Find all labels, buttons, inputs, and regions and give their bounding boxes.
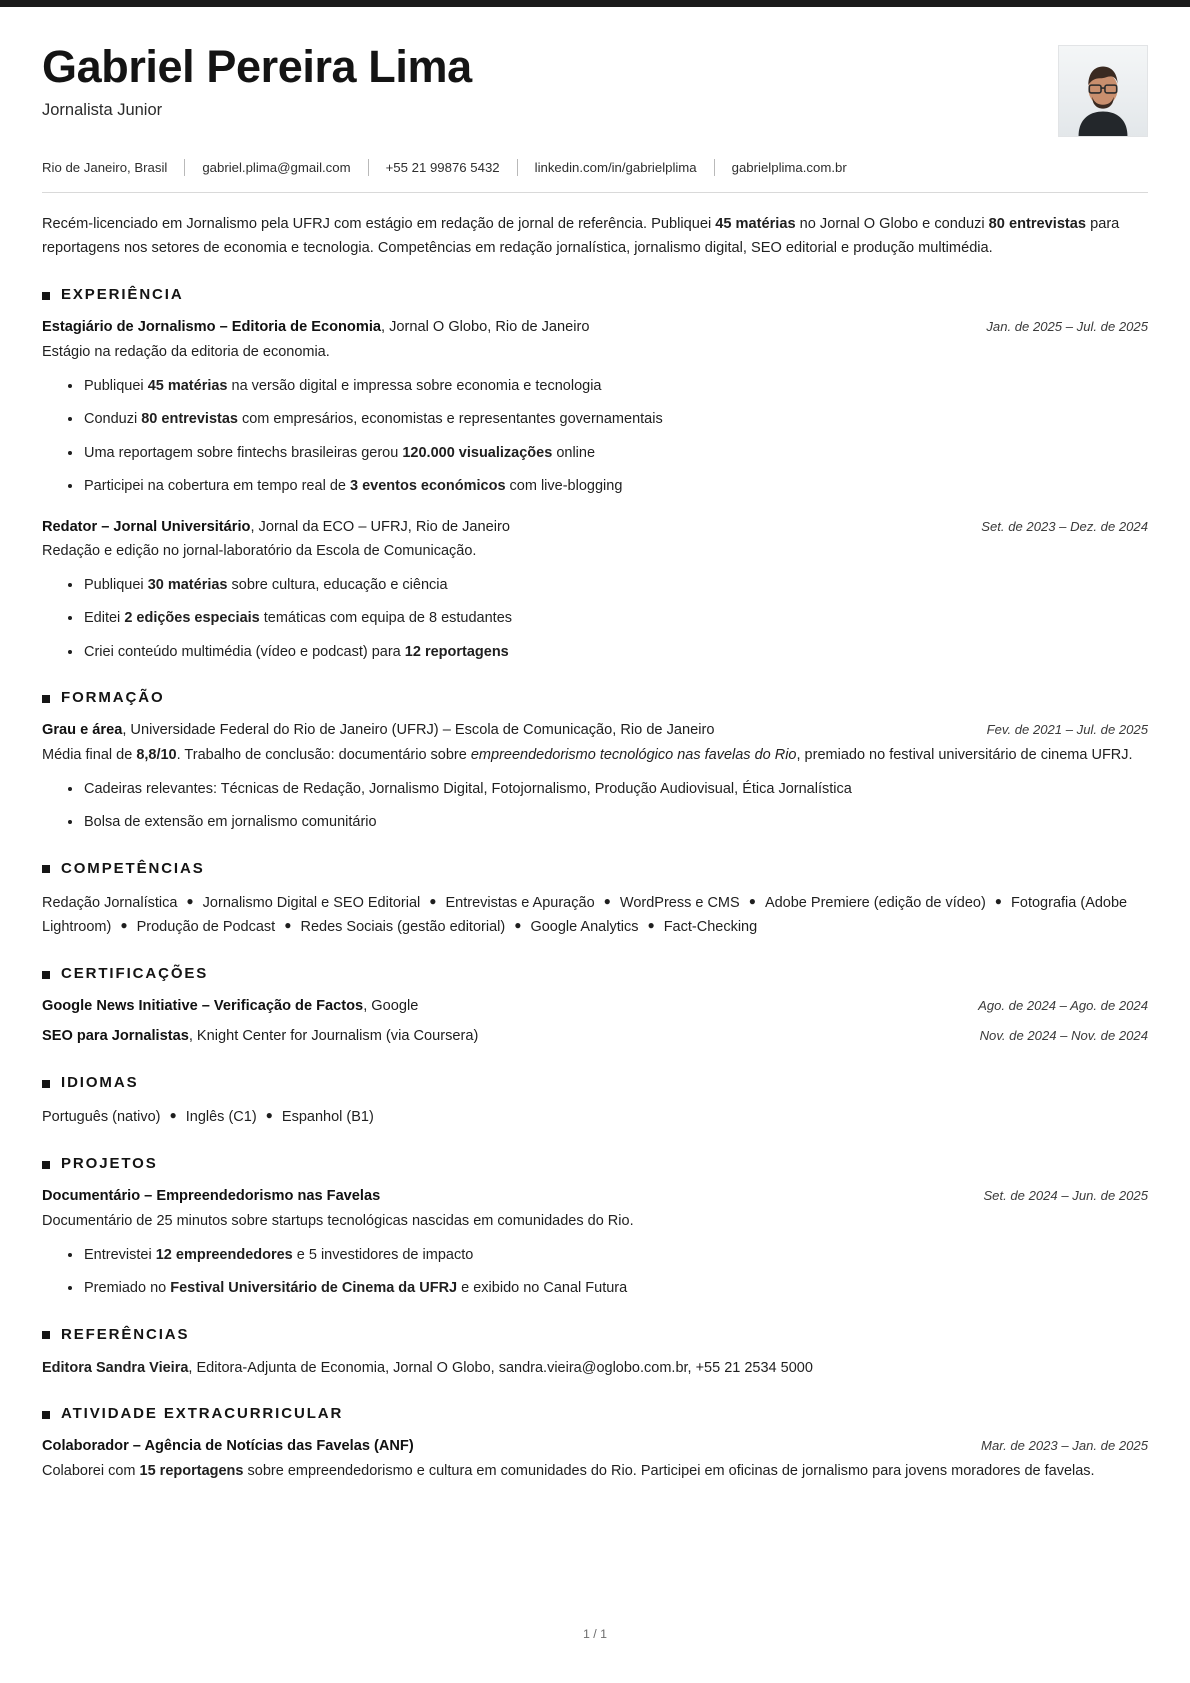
- reference-detail: , Editora-Adjunta de Economia, Jornal O Globo, sandra.vieira@oglobo.com.br, +55 21 2534 5000: [188, 1359, 813, 1376]
- square-bullet-icon: [42, 1080, 50, 1088]
- summary-paragraph: [42, 213, 1148, 260]
- section-extracurricular: [42, 1405, 1148, 1482]
- certification-date: Nov. de 2024 – Nov. de 2024: [979, 1028, 1148, 1044]
- separator-dot-icon: ●: [603, 893, 611, 908]
- summary-bold-1: 45 matérias: [715, 216, 796, 232]
- bullet-highlight: 12 reportagens: [404, 643, 509, 660]
- education-grade: 8,8/10: [136, 747, 177, 764]
- separator-dot-icon: ●: [186, 893, 194, 908]
- list-item: [68, 574, 1148, 596]
- experience-bullet-list: [42, 574, 1148, 663]
- project-date: Set. de 2024 – Jun. de 2025: [983, 1188, 1148, 1204]
- bullet-highlight: 3 eventos económicos: [349, 478, 506, 495]
- education-thesis-title: empreendedorismo tecnológico nas favelas do Rio: [470, 747, 797, 764]
- section-title-education: FORMAÇÃO: [61, 689, 165, 707]
- reference-entry: [42, 1357, 1148, 1379]
- extracurricular-role: Colaborador – Agência de Notícias das Favelas (ANF): [42, 1438, 414, 1455]
- project-description: Documentário de 25 minutos sobre startups tecnológicas nascidas em comunidades do Rio.: [42, 1213, 634, 1230]
- certification-title-line: [42, 996, 954, 1018]
- section-header-projects: [42, 1155, 1148, 1172]
- project-entry-row: [42, 1186, 1148, 1208]
- list-item: [68, 475, 1148, 497]
- language-item: Português (nativo): [42, 1109, 161, 1126]
- language-item: Espanhol (B1): [281, 1109, 374, 1126]
- square-bullet-icon: [42, 1331, 50, 1339]
- profile-photo: [1058, 45, 1148, 137]
- separator-dot-icon: ●: [265, 1108, 273, 1123]
- education-description: [42, 744, 1148, 766]
- header-text-block: [42, 41, 1058, 120]
- project-bullet-list: [42, 1244, 1148, 1300]
- separator-dot-icon: ●: [169, 1108, 177, 1123]
- list-item: [68, 641, 1148, 663]
- experience-role: Estagiário de Jornalismo – Editoria de Economia: [42, 319, 381, 336]
- certification-title-line: [42, 1026, 956, 1048]
- bullet-text: Uma reportagem sobre fintechs brasileiras gerou: [84, 444, 403, 461]
- contact-divider: [714, 159, 715, 176]
- skill-item: WordPress e CMS: [619, 894, 740, 911]
- bullet-highlight: Festival Universitário de Cinema da UFRJ: [170, 1280, 458, 1297]
- bullet-text: Publiquei: [84, 576, 148, 593]
- contact-row: [42, 159, 1148, 176]
- skill-item: Redes Sociais (gestão editorial): [300, 918, 506, 935]
- skill-item: Produção de Podcast: [136, 918, 276, 935]
- extracurricular-desc-part-2: sobre empreendedorismo e cultura em comunidades do Rio. Participei em oficinas de jornalismo para jovens moradores de favelas.: [243, 1463, 1095, 1480]
- bullet-text: Participei na cobertura em tempo real de: [84, 478, 350, 495]
- section-header-skills: [42, 860, 1148, 877]
- square-bullet-icon: [42, 971, 50, 979]
- separator-dot-icon: ●: [429, 893, 437, 908]
- experience-company: , Jornal da ECO – UFRJ, Rio de Janeiro: [250, 518, 510, 535]
- section-header-education: [42, 689, 1148, 706]
- separator-dot-icon: ●: [284, 917, 292, 932]
- certification-name: Google News Initiative – Verificação de Factos: [42, 998, 364, 1015]
- experience-date: Jan. de 2025 – Jul. de 2025: [986, 319, 1148, 335]
- square-bullet-icon: [42, 1411, 50, 1419]
- bullet-text: Premiado no: [84, 1280, 171, 1297]
- experience-date: Set. de 2023 – Dez. de 2024: [981, 518, 1148, 534]
- bullet-text-tail: com empresários, economistas e representantes governamentais: [237, 411, 663, 428]
- education-desc-part-3: , premiado no festival universitário de cinema UFRJ.: [796, 747, 1133, 764]
- candidate-name: Gabriel Pereira Lima: [42, 41, 472, 92]
- contact-linkedin[interactable]: linkedin.com/in/gabrielplima: [534, 160, 697, 175]
- separator-dot-icon: ●: [994, 893, 1003, 908]
- separator-dot-icon: ●: [514, 917, 522, 932]
- skill-item: Fact-Checking: [663, 918, 758, 935]
- section-experience: [42, 286, 1148, 663]
- section-title-projects: PROJETOS: [61, 1155, 158, 1173]
- section-certifications: [42, 965, 1148, 1048]
- section-title-extracurricular: ATIVIDADE EXTRACURRICULAR: [61, 1405, 344, 1423]
- project-entry: [42, 1186, 1148, 1299]
- section-header-references: [42, 1326, 1148, 1343]
- bullet-highlight: 45 matérias: [147, 377, 228, 394]
- extracurricular-description: [42, 1460, 1148, 1482]
- bullet-text-tail: e exibido no Canal Futura: [457, 1280, 628, 1297]
- language-item: Inglês (C1): [185, 1109, 257, 1126]
- separator-dot-icon: ●: [748, 893, 756, 908]
- bullet-text: Conduzi: [84, 411, 142, 428]
- project-title-line: [42, 1186, 959, 1208]
- languages-inline-list: [42, 1105, 1148, 1129]
- resume-content: [0, 7, 1190, 1483]
- square-bullet-icon: [42, 1161, 50, 1169]
- section-header-extracurricular: [42, 1405, 1148, 1422]
- skill-item: Google Analytics: [530, 918, 639, 935]
- section-header-certifications: [42, 965, 1148, 982]
- bullet-text-tail: online: [552, 444, 596, 461]
- list-item: Bolsa de extensão em jornalismo comunitário: [68, 811, 1148, 833]
- header-divider: [42, 192, 1148, 193]
- section-skills: [42, 860, 1148, 940]
- square-bullet-icon: [42, 865, 50, 873]
- square-bullet-icon: [42, 292, 50, 300]
- skill-item: Entrevistas e Apuração: [445, 894, 595, 911]
- extracurricular-desc-part-1: Colaborei com: [42, 1463, 140, 1480]
- contact-divider: [184, 159, 185, 176]
- skill-item: Redação Jornalística: [42, 894, 178, 911]
- section-header-languages: [42, 1074, 1148, 1091]
- education-title-line: [42, 720, 963, 742]
- contact-divider: [517, 159, 518, 176]
- section-title-languages: IDIOMAS: [61, 1074, 139, 1092]
- certification-date: Ago. de 2024 – Ago. de 2024: [978, 998, 1148, 1014]
- extracurricular-title-line: [42, 1436, 957, 1458]
- candidate-role: Jornalista Junior: [42, 100, 163, 119]
- section-title-certifications: CERTIFICAÇÕES: [61, 965, 209, 983]
- project-name: Documentário – Empreendedorismo nas Favelas: [42, 1188, 381, 1205]
- summary-part-1: Recém-licenciado em Jornalismo pela UFRJ com estágio em redação de jornal de referência. Publiquei: [42, 216, 716, 232]
- contact-email[interactable]: gabriel.plima@gmail.com: [202, 160, 351, 175]
- list-item: [68, 408, 1148, 430]
- bullet-highlight: 12 empreendedores: [155, 1246, 293, 1263]
- experience-description: Estágio na redação da editoria de economia.: [42, 344, 330, 361]
- skill-item: Fotografia (Adobe Lightroom): [42, 894, 1128, 935]
- resume-header: [42, 7, 1148, 137]
- bullet-text: Entrevistei: [84, 1246, 156, 1263]
- bullet-text: Publiquei: [84, 377, 148, 394]
- certification-issuer: , Knight Center for Journalism (via Coursera): [188, 1028, 479, 1045]
- education-desc-part-2: . Trabalho de conclusão: documentário sobre: [176, 747, 471, 764]
- certification-row: [42, 1026, 1148, 1048]
- contact-divider: [368, 159, 369, 176]
- section-title-skills: COMPETÊNCIAS: [61, 859, 205, 877]
- skill-item: Adobe Premiere (edição de vídeo): [764, 894, 986, 911]
- profile-photo-illustration: [1059, 46, 1147, 136]
- experience-entry: [42, 317, 1148, 497]
- certification-name: SEO para Jornalistas: [42, 1028, 189, 1045]
- extracurricular-entry: [42, 1436, 1148, 1482]
- bullet-highlight: 2 edições especiais: [124, 610, 260, 627]
- contact-website[interactable]: gabrielplima.com.br: [731, 160, 847, 175]
- education-degree: Grau e área: [42, 722, 123, 739]
- education-date: Fev. de 2021 – Jul. de 2025: [986, 722, 1148, 738]
- bullet-text-tail: com live-blogging: [505, 478, 623, 495]
- extracurricular-entry-row: [42, 1436, 1148, 1458]
- summary-part-2: no Jornal O Globo e conduzi: [795, 216, 989, 232]
- list-item: Cadeiras relevantes: Técnicas de Redação, Jornalismo Digital, Fotojornalismo, Produção Audiovisual, Ética Jornalística: [68, 778, 1148, 800]
- experience-title-line: [42, 317, 962, 339]
- bullet-highlight: 80 entrevistas: [141, 411, 238, 428]
- bullet-text-tail: e 5 investidores de impacto: [292, 1246, 474, 1263]
- bullet-highlight: 120.000 visualizações: [402, 444, 553, 461]
- section-title-references: REFERÊNCIAS: [61, 1325, 190, 1343]
- experience-company: , Jornal O Globo, Rio de Janeiro: [381, 319, 590, 336]
- contact-location: Rio de Janeiro, Brasil: [42, 160, 168, 175]
- top-accent-bar: [0, 0, 1190, 7]
- bullet-text-tail: sobre cultura, educação e ciência: [227, 576, 448, 593]
- education-desc-part-1: Média final de: [42, 747, 137, 764]
- education-entry: [42, 720, 1148, 833]
- skills-inline-list: [42, 891, 1148, 940]
- experience-title-line: [42, 517, 957, 539]
- section-education: [42, 689, 1148, 833]
- bullet-text: Editei: [84, 610, 125, 627]
- experience-description: Redação e edição no jornal-laboratório da Escola de Comunicação.: [42, 543, 477, 560]
- bullet-highlight: 30 matérias: [147, 576, 228, 593]
- separator-dot-icon: ●: [647, 917, 655, 932]
- education-entry-row: [42, 720, 1148, 742]
- list-item: [68, 1277, 1148, 1299]
- bullet-text: Criei conteúdo multimédia (vídeo e podcast) para: [84, 643, 405, 660]
- section-references: [42, 1326, 1148, 1379]
- list-item: [68, 442, 1148, 464]
- experience-entry: [42, 517, 1148, 664]
- certification-row: [42, 996, 1148, 1018]
- summary-bold-2: 80 entrevistas: [988, 216, 1087, 232]
- summary-part-3: para reportagens nos setores de economia e tecnologia. Competências em redação jornalística, jornalismo digital, SEO editorial e produção multimédia.: [42, 216, 1120, 256]
- extracurricular-highlight: 15 reportagens: [139, 1463, 244, 1480]
- education-institution: , Universidade Federal do Rio de Janeiro (UFRJ) – Escola de Comunicação, Rio de Janeiro: [122, 722, 715, 739]
- square-bullet-icon: [42, 695, 50, 703]
- experience-bullet-list: [42, 375, 1148, 498]
- bullet-text-tail: temáticas com equipa de 8 estudantes: [259, 610, 513, 627]
- bullet-text-tail: na versão digital e impressa sobre economia e tecnologia: [227, 377, 602, 394]
- reference-name: Editora Sandra Vieira: [42, 1359, 189, 1376]
- experience-entry-row: [42, 517, 1148, 539]
- education-bullet-list: [42, 778, 1148, 834]
- experience-role: Redator – Jornal Universitário: [42, 518, 251, 535]
- section-title-experience: EXPERIÊNCIA: [61, 286, 184, 304]
- section-languages: [42, 1074, 1148, 1129]
- list-item: [68, 375, 1148, 397]
- separator-dot-icon: ●: [120, 917, 128, 932]
- page-number: 1 / 1: [582, 1627, 608, 1641]
- experience-entry-row: [42, 317, 1148, 339]
- skill-item: Jornalismo Digital e SEO Editorial: [202, 894, 421, 911]
- contact-phone[interactable]: +55 21 99876 5432: [385, 160, 500, 175]
- section-header-experience: [42, 286, 1148, 303]
- section-projects: [42, 1155, 1148, 1299]
- extracurricular-date: Mar. de 2023 – Jan. de 2025: [981, 1438, 1148, 1454]
- list-item: [68, 607, 1148, 629]
- list-item: [68, 1244, 1148, 1266]
- certification-issuer: , Google: [363, 998, 419, 1015]
